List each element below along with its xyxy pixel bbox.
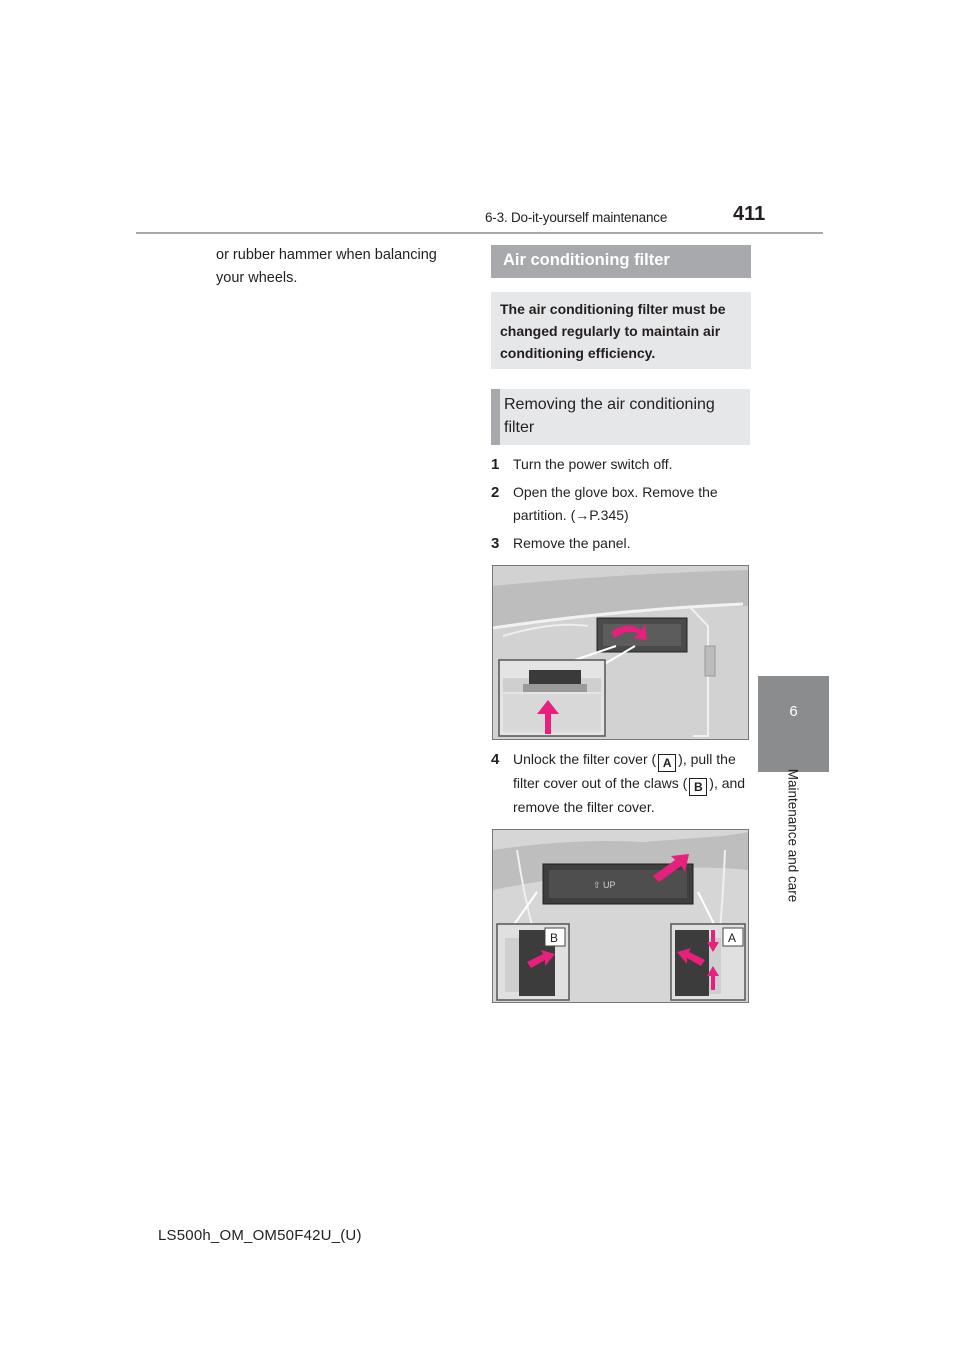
callout-b-label: B (550, 931, 559, 945)
chapter-label (782, 768, 804, 902)
step-text: Open the glove box. Remove the partition. (→P.345) (513, 484, 718, 523)
step-text: Remove the panel. (513, 535, 631, 551)
callout-a-tag: A (658, 754, 676, 772)
step-2 (491, 481, 761, 527)
chapter-label-text: Maintenance and care (785, 768, 801, 902)
header-divider (136, 232, 823, 234)
subsection-heading: Removing the air conditioning filter (491, 389, 750, 445)
step-number: 1 (491, 456, 500, 473)
step-4-text-b: ), pull the filter cover out of the claws ( (513, 751, 736, 791)
step-4-text-c: ), and remove the filter cover. (513, 775, 746, 815)
panel-removal-illustration (492, 565, 749, 740)
step-number: 4 (491, 751, 500, 768)
callout-a-label: A (728, 931, 737, 945)
step-1 (491, 453, 761, 476)
step-4-text-a: Unlock the filter cover ( (513, 751, 657, 767)
filter-cover-drawing (493, 830, 749, 1003)
continued-text: or rubber hammer when balancing your wheels. (216, 247, 437, 286)
filter-cover-illustration (492, 829, 749, 1003)
step-3 (491, 532, 761, 555)
step-text: Turn the power switch off. (513, 456, 673, 472)
page-number: 411 (733, 203, 766, 225)
chapter-tab: 6 (758, 676, 829, 772)
step-number: 2 (491, 484, 500, 501)
document-code: LS500h_OM_OM50F42U_(U) (158, 1227, 362, 1244)
panel-removal-drawing (493, 566, 749, 740)
section-heading: Air conditioning filter (491, 245, 751, 278)
step-number: 3 (491, 535, 500, 552)
intro-box: The air conditioning filter must be changed regularly to maintain air conditioning efficiency. (491, 292, 751, 369)
filter-up-label: ⇧ UP (593, 880, 616, 890)
section-title: 6-3. Do-it-yourself maintenance (485, 210, 668, 225)
step-text (513, 748, 761, 819)
callout-b-tag: B (689, 778, 707, 796)
step-4 (491, 748, 761, 819)
